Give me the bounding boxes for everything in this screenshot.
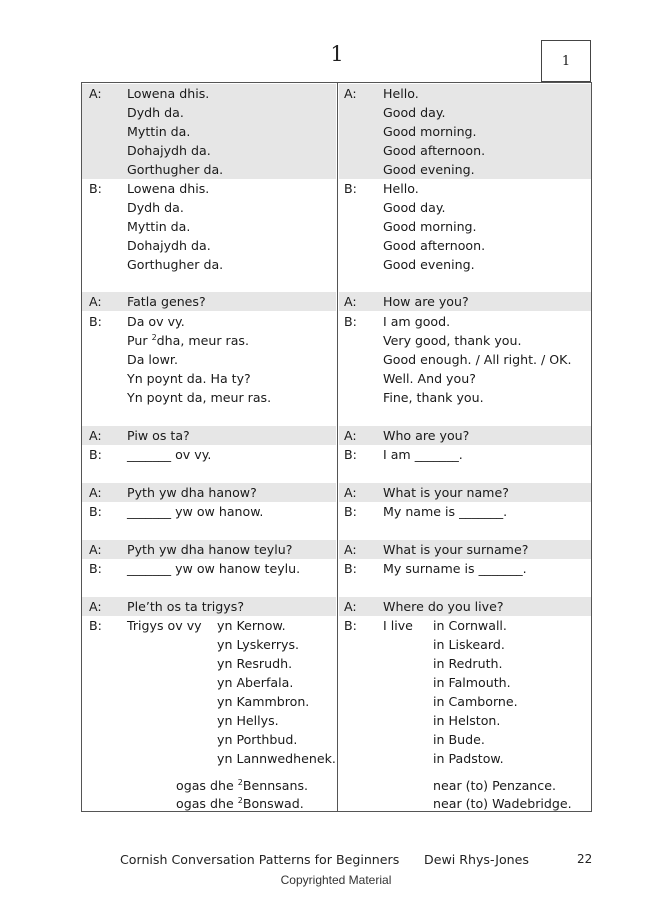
phrase-line: Good morning.	[383, 219, 477, 234]
phrase-line: Fatla genes?	[127, 294, 206, 309]
speaker-label: B:	[344, 181, 357, 196]
phrase-line: Dydh da.	[127, 105, 184, 120]
phrase-line: Good evening.	[383, 162, 475, 177]
phrase-line: Piw os ta?	[127, 428, 190, 443]
phrase-line: Good afternoon.	[383, 143, 486, 158]
place-line: yn Kernow.	[217, 618, 286, 633]
speaker-label: A:	[89, 599, 102, 614]
mutation-marker: 2	[237, 796, 243, 805]
author-name: Dewi Rhys-Jones	[424, 852, 529, 867]
speaker-label: B:	[89, 447, 102, 462]
phrase-line: What is your name?	[383, 485, 509, 500]
phrase-line: Lowena dhis.	[127, 181, 210, 196]
speaker-label: B:	[344, 504, 357, 519]
place-line: yn Aberfala.	[217, 675, 294, 690]
copyright-notice: Copyrighted Material	[280, 873, 392, 887]
place-line: yn Porthbud.	[217, 732, 298, 747]
speaker-label: B:	[89, 181, 102, 196]
near-line	[176, 776, 308, 795]
speaker-label: A:	[89, 86, 102, 101]
speaker-label: B:	[344, 447, 357, 462]
speaker-label: A:	[89, 428, 102, 443]
near-line: near (to) Penzance.	[433, 778, 556, 793]
your-name-kernewek-b	[82, 502, 336, 521]
surname-kernewek-b	[82, 559, 336, 578]
lesson-number: 1	[330, 42, 344, 66]
phrase-line: Yn poynt da, meur ras.	[127, 390, 272, 405]
phrase-line: Good morning.	[383, 124, 477, 139]
phrase-line: Good afternoon.	[383, 238, 486, 253]
mutation-marker: 2	[151, 333, 157, 342]
greetings-kernewek-b	[82, 179, 336, 274]
surname-kernewek-a	[82, 540, 336, 559]
phrase-line: Good evening.	[383, 257, 475, 272]
phrase-line: Good enough. / All right. / OK.	[383, 352, 572, 367]
phrase-line: Lowena dhis.	[127, 86, 210, 101]
near-place: Bennsans.	[242, 778, 309, 793]
place-line: in Falmouth.	[433, 675, 511, 690]
speaker-label: A:	[89, 485, 102, 500]
near-place: Bonswad.	[242, 796, 304, 811]
where-live-english-a	[339, 597, 591, 616]
phrase-line: Dohajydh da.	[127, 238, 211, 253]
near-line: near (to) Wadebridge.	[433, 796, 572, 811]
phrase-line: Da lowr.	[127, 352, 178, 367]
mutation-marker: 2	[237, 778, 243, 787]
who-are-you-english-b	[339, 445, 591, 464]
phrase-line: Who are you?	[383, 428, 470, 443]
speaker-label: A:	[89, 542, 102, 557]
phrase-line: Pyth yw dha hanow teylu?	[127, 542, 293, 557]
speaker-label: B:	[89, 504, 102, 519]
place-line: yn Hellys.	[217, 713, 279, 728]
phrase-line: Dydh da.	[127, 200, 184, 215]
place-line: in Camborne.	[433, 694, 518, 709]
place-line: in Cornwall.	[433, 618, 507, 633]
speaker-label: A:	[344, 86, 357, 101]
your-name-english-b	[339, 502, 591, 521]
speaker-label: A:	[344, 599, 357, 614]
page-number: 22	[577, 852, 593, 866]
phrase-line: Ple’th os ta trigys?	[127, 599, 245, 614]
phrase-line	[127, 331, 249, 350]
greetings-english-a	[339, 84, 591, 179]
where-live-kernewek-b	[82, 616, 336, 811]
how-are-you-english-a	[339, 292, 591, 311]
speaker-label: A:	[344, 542, 357, 557]
phrase-word: dha, meur ras.	[156, 333, 249, 348]
how-are-you-kernewek-a	[82, 292, 336, 311]
place-line: in Liskeard.	[433, 637, 505, 652]
near-prefix: ogas dhe	[176, 796, 234, 811]
near-line	[176, 794, 304, 813]
phrase-line: Gorthugher da.	[127, 257, 224, 272]
phrase-line: Hello.	[383, 181, 419, 196]
place-line: yn Lannwedhenek.	[217, 751, 336, 766]
surname-english-b	[339, 559, 591, 578]
greetings-english-b	[339, 179, 591, 274]
place-line: yn Lyskerrys.	[217, 637, 300, 652]
greetings-kernewek-a	[82, 84, 336, 179]
phrase-line: Myttin da.	[127, 124, 191, 139]
phrase-line: I live	[383, 618, 413, 633]
how-are-you-kernewek-b	[82, 312, 336, 407]
place-line: in Padstow.	[433, 751, 504, 766]
how-are-you-english-b	[339, 312, 591, 407]
speaker-label: B:	[89, 561, 102, 576]
phrase-line: How are you?	[383, 294, 469, 309]
speaker-label: A:	[344, 485, 357, 500]
near-prefix: ogas dhe	[176, 778, 234, 793]
who-are-you-kernewek-b	[82, 445, 336, 464]
phrase-line: Well. And you?	[383, 371, 476, 386]
place-line: yn Kammbron.	[217, 694, 310, 709]
phrase-line: _______ yw ow hanow.	[127, 504, 264, 519]
phrase-line: Trigys ov vy	[127, 618, 202, 633]
lesson-number-box	[541, 40, 591, 82]
phrase-line: I am _______.	[383, 447, 463, 462]
place-line: in Helston.	[433, 713, 501, 728]
column-divider	[337, 82, 338, 812]
speaker-label: B:	[344, 314, 357, 329]
who-are-you-english-a	[339, 426, 591, 445]
speaker-label: B:	[344, 618, 357, 633]
phrase-line: Gorthugher da.	[127, 162, 224, 177]
your-name-kernewek-a	[82, 483, 336, 502]
where-live-english-b	[339, 616, 591, 811]
phrase-line: I am good.	[383, 314, 451, 329]
phrase-line: Myttin da.	[127, 219, 191, 234]
speaker-label: B:	[344, 561, 357, 576]
lesson-box-number: 1	[561, 53, 571, 69]
speaker-label: A:	[89, 294, 102, 309]
your-name-english-a	[339, 483, 591, 502]
phrase-line: Pyth yw dha hanow?	[127, 485, 257, 500]
phrase-line: _______ yw ow hanow teylu.	[127, 561, 301, 576]
phrase-line: My surname is _______.	[383, 561, 527, 576]
phrase-line: Very good, thank you.	[383, 333, 522, 348]
who-are-you-kernewek-a	[82, 426, 336, 445]
place-line: yn Resrudh.	[217, 656, 293, 671]
phrase-line: _______ ov vy.	[127, 447, 212, 462]
speaker-label: A:	[344, 428, 357, 443]
place-line: in Bude.	[433, 732, 485, 747]
phrase-line: Good day.	[383, 200, 446, 215]
phrase-line: Dohajydh da.	[127, 143, 211, 158]
book-title: Cornish Conversation Patterns for Beginners	[120, 852, 400, 867]
phrase-line: Yn poynt da. Ha ty?	[127, 371, 251, 386]
speaker-label: B:	[89, 314, 102, 329]
phrase-line: What is your surname?	[383, 542, 529, 557]
speaker-label: B:	[89, 618, 102, 633]
place-line: in Redruth.	[433, 656, 503, 671]
phrase-word: Pur	[127, 333, 148, 348]
surname-english-a	[339, 540, 591, 559]
phrase-line: Da ov vy.	[127, 314, 185, 329]
phrase-line: Good day.	[383, 105, 446, 120]
where-live-kernewek-a	[82, 597, 336, 616]
phrase-line: Fine, thank you.	[383, 390, 484, 405]
phrase-line: Hello.	[383, 86, 419, 101]
phrase-line: Where do you live?	[383, 599, 504, 614]
speaker-label: A:	[344, 294, 357, 309]
phrase-line: My name is _______.	[383, 504, 508, 519]
